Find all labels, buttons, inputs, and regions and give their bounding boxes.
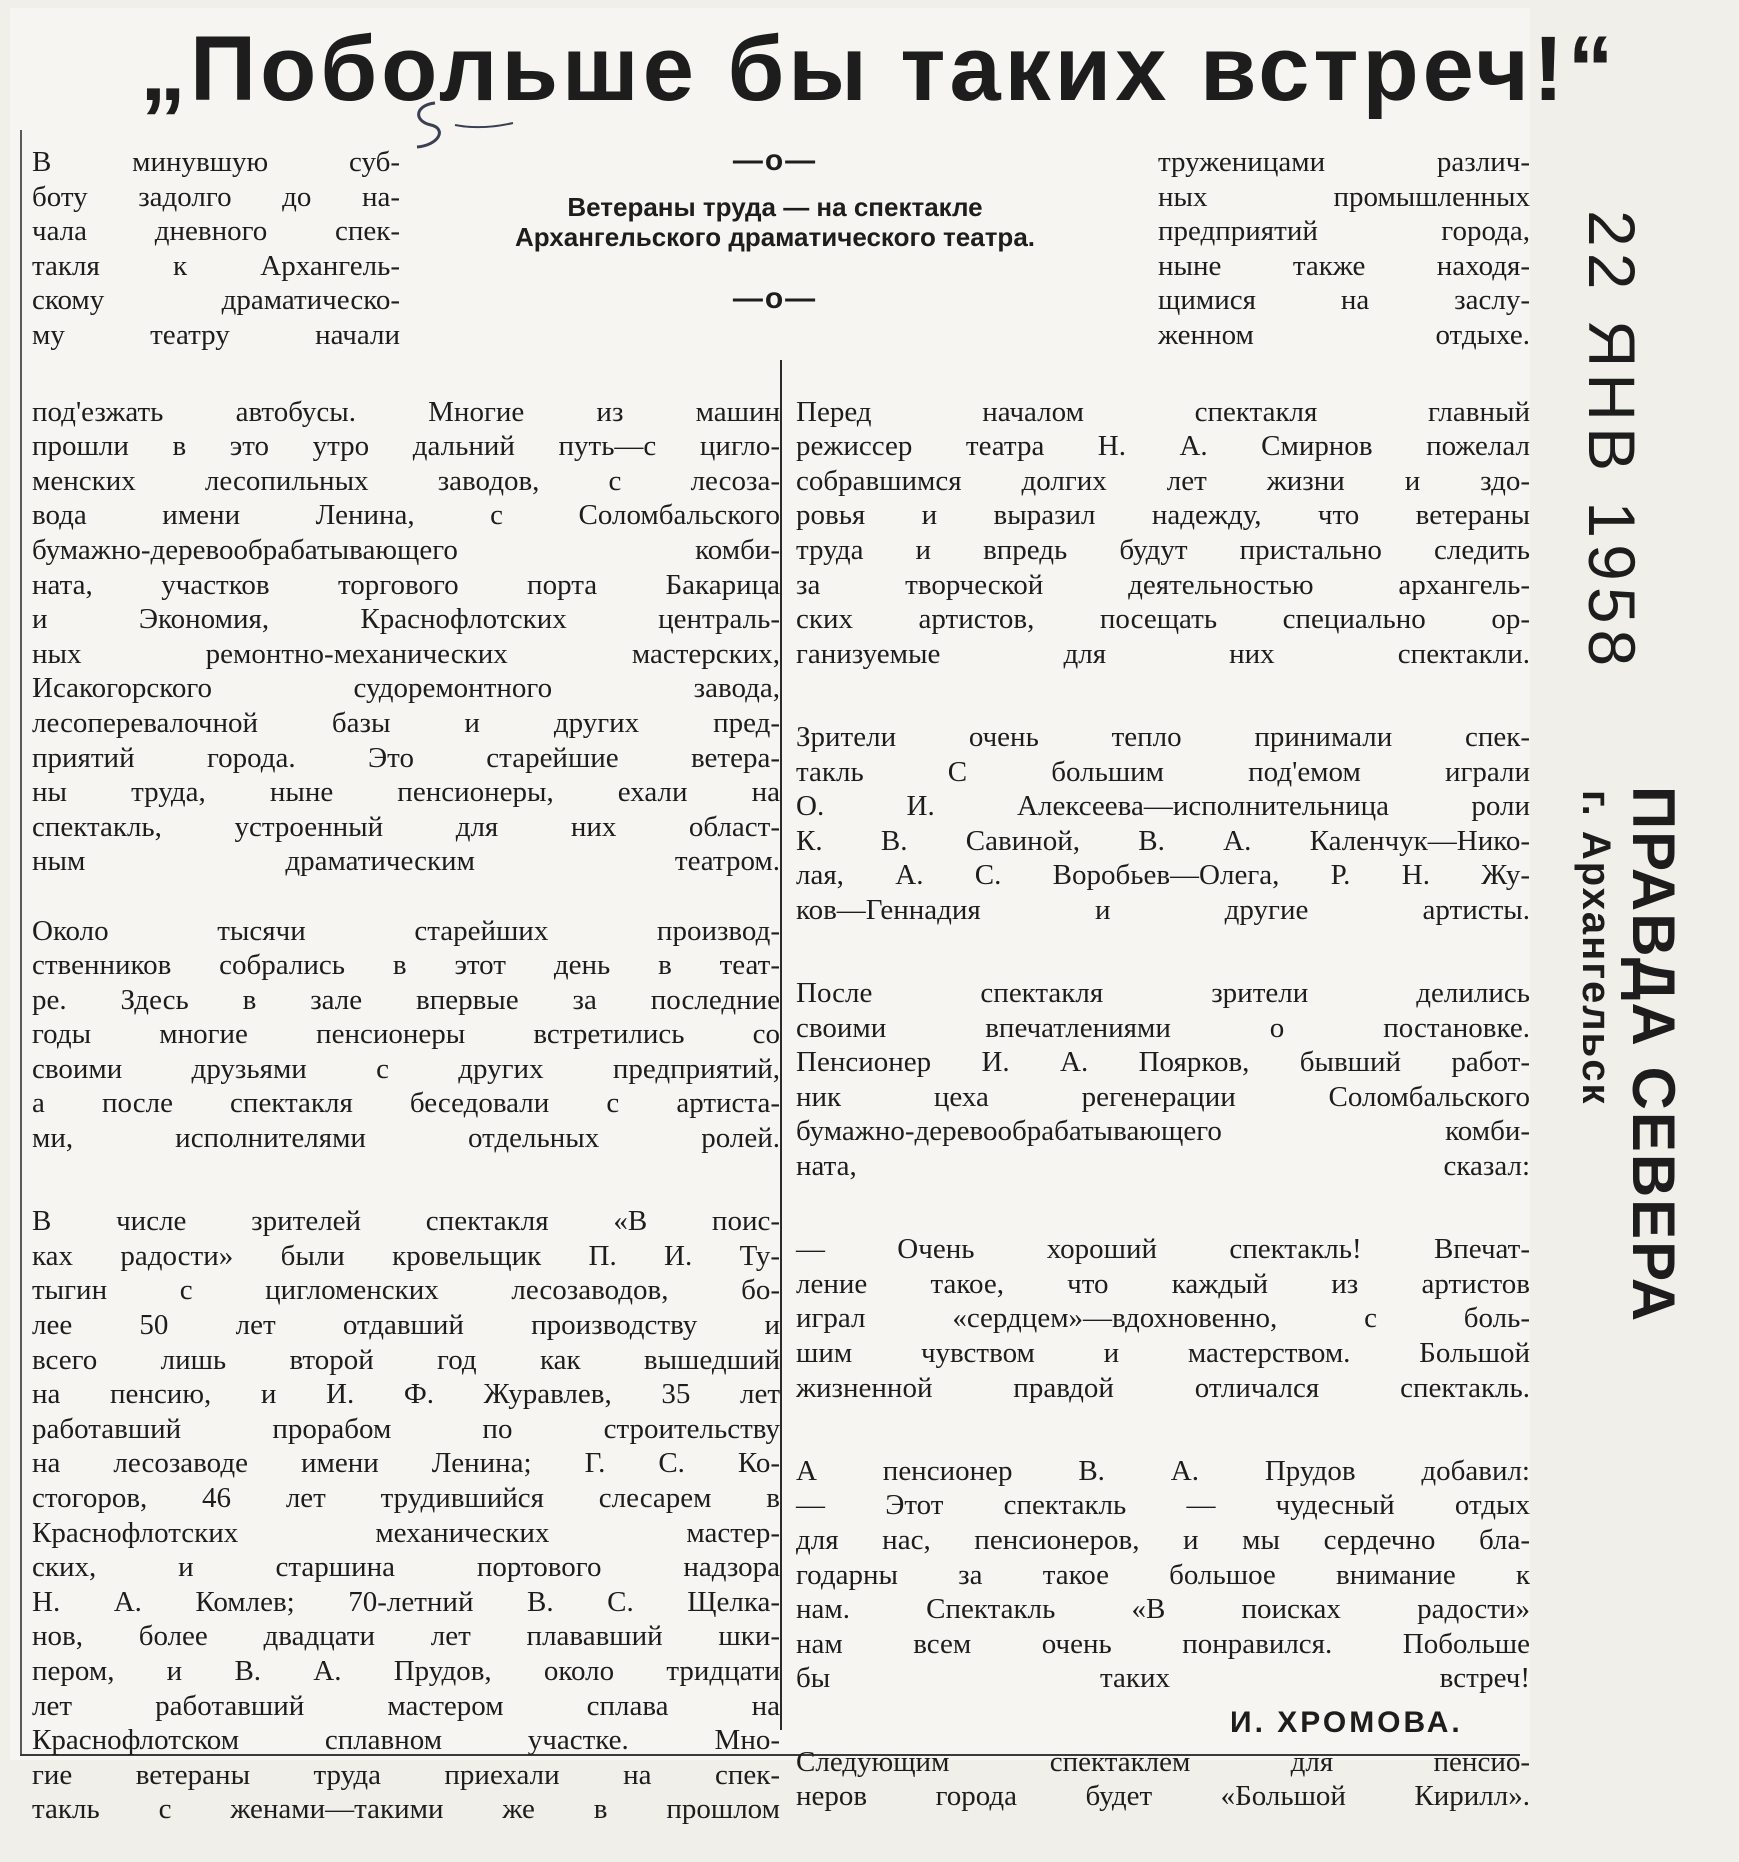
article-headline: „Побольше бы таких встреч!“ <box>140 18 1618 120</box>
subtitle-line-1: Ветераны труда — на спектакле <box>567 192 983 222</box>
paragraph: — Очень хороший спектакль! Впечат- ление такое, что каждый из артистов играл «сердцем»—вдохновенно, с боль- шим чувством и мастерством. Большой жизненной правдой отличался спектакль. <box>796 1233 1530 1404</box>
city-stamp: г. Архангельск <box>1574 790 1618 1106</box>
subtitle-line-2: Архангельского драматического театра. <box>514 222 1035 252</box>
paragraph: Зрители очень тепло принимали спек- такль С большим под'емом играли О. И. Алексеева—исполнительница роли К. В. Савиной, В. А. Каленчук—Нико- лая, А. С. Воробьев—Олега, Р. Н. Жу- ков—Геннадия и другие артисты. <box>796 720 1530 926</box>
paragraph: Перед началом спектакля главный режиссер театра Н. А. Смирнов пожелал собравшимся долгих лет жизни и здо- ровья и выразил надежду, что ветераны труда и впредь будут пристально следить за творческой деятельностью архангель- ских артистов, посещать специально ор- ганизуемые для них спектакли. <box>796 395 1530 670</box>
column-3-intro: труженицами различ- ных промышленных предприятий города, ныне также находя- щимися на заслу- женном отдыхе. <box>1158 146 1530 351</box>
column-divider <box>780 360 782 1730</box>
author-signature: И. ХРОМОВА. <box>1230 1706 1463 1739</box>
ornament-bottom: —о— <box>732 282 818 315</box>
column-1-body <box>32 360 780 1862</box>
ornament-top: —о— <box>732 144 818 177</box>
paragraph: В числе зрителей спектакля «В поис- ках радости» были кровельщик П. И. Ту- тыгин с цигломенских лесозаводов, бо- лее 50 лет отдавший производству и всего лишь второй год как вышедший на пенсию, и И. Ф. Журавлев, 35 лет работавший прорабом по строительству на лесозаводе имени Ленина; Г. С. Ко- стогоров, 46 лет трудившийся слесарем в Краснофлотских механических мастер- ских, и старшина портового надзора Н. А. Комлев; 70-летний В. С. Щелка- нов, более двадцати лет плававший шки- пером, и В. А. Прудов, около тридцати лет работавший мастером сплава на Краснофлотском сплавном участке. Мно- гие ветераны труда приехали на спек- такль с женами—такими же в прошлом <box>32 1205 780 1826</box>
paragraph: Следующим спектаклем для пенсио- неров города будет «Большой Кирилл». <box>796 1745 1530 1813</box>
date-stamp: 22 ЯНВ 1958 <box>1575 210 1649 673</box>
paragraph: После спектакля зрители делились своими впечатлениями о постановке. Пенсионер И. А. Поярков, бывший работ- ник цеха регенерации Соломбальского бумажно-деревообрабатывающего комби- ната, сказал: <box>796 977 1530 1183</box>
column-1-intro: В минувшую суб- боту задолго до на- чала дневного спек- такля к Архангель- скому драматическо- му театру начали <box>32 146 400 351</box>
paragraph: под'езжать автобусы. Многие из машин прошли в это утро дальний путь—с цигло- менских лесопильных заводов, с лесоза- вода имени Ленина, с Соломбальского бумажно-деревообрабатывающего комби- ната, участков торгового порта Бакарица и Экономия, Краснофлотских централь- ных ремонтно-механических мастерских, Исакогорского судоремонтного завода, лесоперевалочной базы и других пред- приятий города. Это старейшие ветера- ны труда, ныне пенсионеры, ехали на спектакль, устроенный для них област- ным драматическим театром. <box>32 395 780 878</box>
paragraph: А пенсионер В. А. Прудов добавил: — Этот спектакль — чудесный отдых для нас, пенсионеров, и мы сердечно бла- годарны за такое большое внимание к нам. Спектакль «В поисках радости» нам всем очень понравился. Побольше бы таких встреч! <box>796 1454 1530 1695</box>
column-2-body <box>796 360 1530 1848</box>
article-subtitle <box>410 192 1140 252</box>
left-rule <box>20 130 22 1754</box>
paragraph: Около тысячи старейших производ- ственников собрались в этот день в теат- ре. Здесь в зале впервые за последние годы многие пенсионеры встретились со своими друзьями с других предприятий, а после спектакля беседовали с артиста- ми, исполнителями отдельных ролей. <box>32 914 780 1155</box>
newspaper-name-stamp: ПРАВДА СЕВЕРА <box>1620 786 1687 1324</box>
